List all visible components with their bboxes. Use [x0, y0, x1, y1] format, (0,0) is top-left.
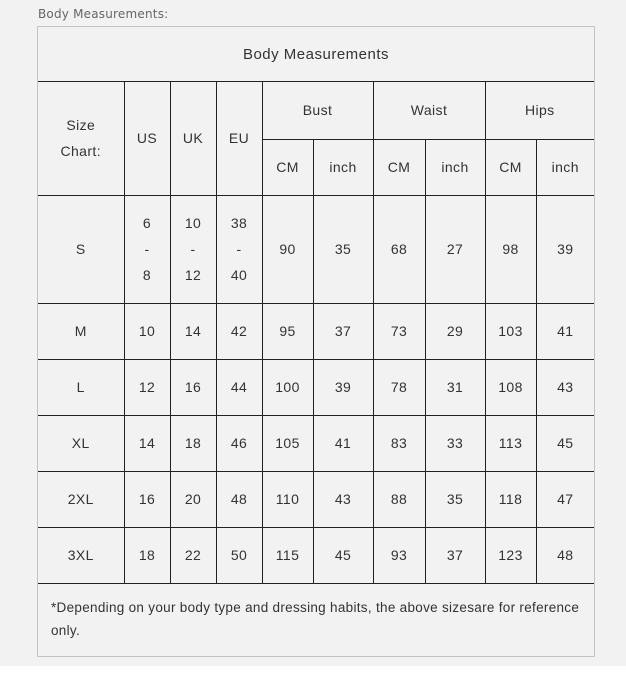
cell-bust-inch: 37: [313, 303, 373, 359]
header-hips-cm: CM: [485, 139, 536, 195]
header-waist-cm: CM: [373, 139, 425, 195]
cell-bust-inch: 39: [313, 359, 373, 415]
header-waist: Waist: [373, 82, 485, 139]
cell-uk: 14: [170, 303, 216, 359]
cell-hips-cm: 118: [485, 471, 536, 527]
cell-waist-cm: 68: [373, 195, 425, 303]
cell-us: 14: [124, 415, 170, 471]
header-us: US: [124, 82, 170, 195]
cell-eu: 48: [216, 471, 262, 527]
cell-eu: 50: [216, 527, 262, 583]
cell-us: 12: [124, 359, 170, 415]
cell-bust-cm: 95: [262, 303, 313, 359]
cell-waist-cm: 88: [373, 471, 425, 527]
header-size-chart: Size Chart:: [38, 82, 124, 195]
section-label: Body Measurements:: [38, 7, 169, 21]
cell-waist-inch: 33: [425, 415, 485, 471]
cell-uk: 18: [170, 415, 216, 471]
cell-size: 3XL: [38, 527, 124, 583]
cell-waist-cm: 78: [373, 359, 425, 415]
cell-us: 16: [124, 471, 170, 527]
cell-eu: 38 - 40: [216, 195, 262, 303]
cell-bust-cm: 100: [262, 359, 313, 415]
cell-hips-cm: 113: [485, 415, 536, 471]
cell-size: M: [38, 303, 124, 359]
cell-bust-cm: 105: [262, 415, 313, 471]
cell-us: 18: [124, 527, 170, 583]
cell-bust-inch: 43: [313, 471, 373, 527]
header-eu: EU: [216, 82, 262, 195]
header-bust-cm: CM: [262, 139, 313, 195]
cell-waist-inch: 29: [425, 303, 485, 359]
cell-uk: 16: [170, 359, 216, 415]
size-chart-table: [38, 82, 594, 584]
table-row: [38, 415, 594, 471]
cell-hips-cm: 98: [485, 195, 536, 303]
header-hips-inch: inch: [536, 139, 594, 195]
cell-uk: 22: [170, 527, 216, 583]
cell-hips-inch: 45: [536, 415, 594, 471]
table-row: [38, 527, 594, 583]
header-waist-inch: inch: [425, 139, 485, 195]
cell-us: 10: [124, 303, 170, 359]
cell-eu: 44: [216, 359, 262, 415]
cell-size: 2XL: [38, 471, 124, 527]
table-title: Body Measurements: [38, 27, 594, 82]
cell-bust-inch: 41: [313, 415, 373, 471]
cell-size: XL: [38, 415, 124, 471]
header-uk: UK: [170, 82, 216, 195]
cell-bust-cm: 110: [262, 471, 313, 527]
cell-waist-inch: 27: [425, 195, 485, 303]
cell-hips-inch: 47: [536, 471, 594, 527]
cell-size: L: [38, 359, 124, 415]
cell-bust-cm: 115: [262, 527, 313, 583]
cell-waist-inch: 37: [425, 527, 485, 583]
table-row: [38, 303, 594, 359]
cell-hips-inch: 41: [536, 303, 594, 359]
cell-waist-inch: 35: [425, 471, 485, 527]
cell-hips-cm: 103: [485, 303, 536, 359]
cell-hips-cm: 108: [485, 359, 536, 415]
cell-us: 6 - 8: [124, 195, 170, 303]
cell-uk: 10 - 12: [170, 195, 216, 303]
header-bust-inch: inch: [313, 139, 373, 195]
cell-bust-cm: 90: [262, 195, 313, 303]
header-bust: Bust: [262, 82, 373, 139]
cell-bust-inch: 35: [313, 195, 373, 303]
size-chart-box: [37, 26, 595, 657]
cell-hips-inch: 48: [536, 527, 594, 583]
cell-hips-cm: 123: [485, 527, 536, 583]
cell-hips-inch: 39: [536, 195, 594, 303]
cell-eu: 46: [216, 415, 262, 471]
table-row: [38, 195, 594, 303]
reference-note: *Depending on your body type and dressing habits, the above sizesare for reference only.: [51, 600, 580, 638]
table-row: [38, 359, 594, 415]
cell-waist-cm: 83: [373, 415, 425, 471]
cell-uk: 20: [170, 471, 216, 527]
header-row-groups: [38, 82, 594, 139]
cell-size: S: [38, 195, 124, 303]
cell-eu: 42: [216, 303, 262, 359]
cell-waist-inch: 31: [425, 359, 485, 415]
table-row: [38, 471, 594, 527]
cell-hips-inch: 43: [536, 359, 594, 415]
header-hips: Hips: [485, 82, 594, 139]
cell-waist-cm: 93: [373, 527, 425, 583]
cell-waist-cm: 73: [373, 303, 425, 359]
cell-bust-inch: 45: [313, 527, 373, 583]
